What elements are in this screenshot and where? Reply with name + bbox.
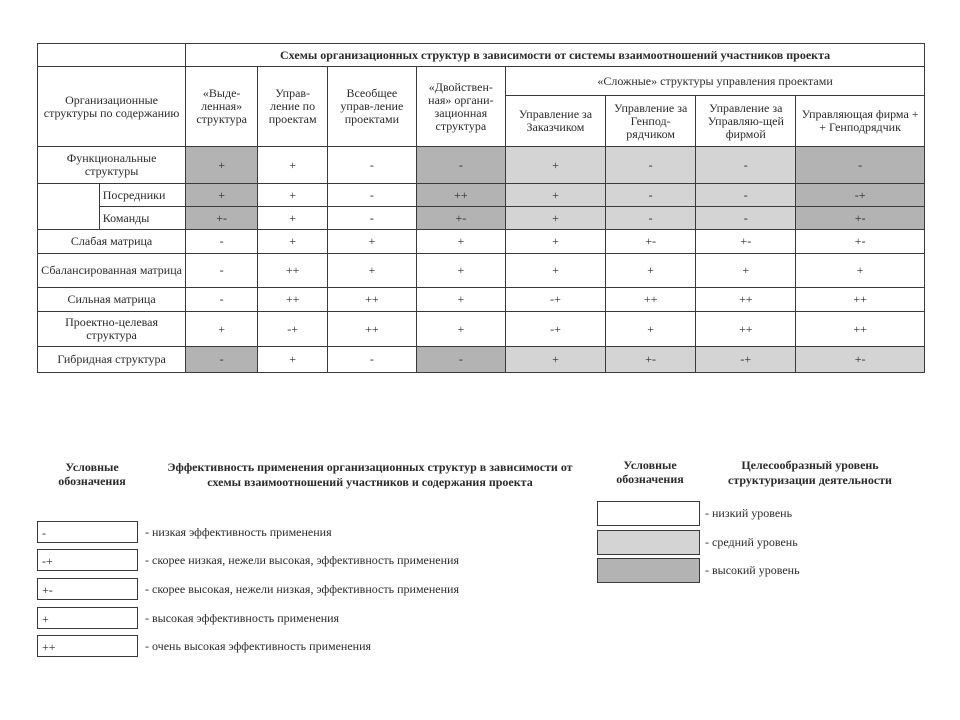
legend-item xyxy=(37,521,597,547)
table-cell: + xyxy=(605,254,696,288)
table-cell: + xyxy=(416,288,506,312)
legend-level-item xyxy=(597,501,897,527)
table-cell: ++ xyxy=(416,184,506,207)
row-label: Посредники xyxy=(99,184,185,207)
legend-efficiency-title: Эффективность применения организационных структур в зависимости от схемы взаимоотношений участников и содержания проекта xyxy=(167,460,573,489)
complex-structures-header: «Сложные» структуры управления проектами xyxy=(506,67,925,96)
table-cell: - xyxy=(328,147,416,184)
table-cell: + xyxy=(506,230,606,254)
row-label: Гибридная структура xyxy=(38,347,186,373)
table-cell: - xyxy=(605,184,696,207)
table-cell: + xyxy=(506,184,606,207)
table-cell: + xyxy=(605,312,696,347)
sub-column-header: Управление за Управляю-щей фирмой xyxy=(696,96,796,147)
table-cell: + xyxy=(506,207,606,230)
row-label: Сильная матрица xyxy=(38,288,186,312)
table-cell: - xyxy=(416,347,506,373)
table-cell: - xyxy=(605,207,696,230)
legend-level-swatch xyxy=(597,558,700,583)
legend-level-title: Целесообразный уровень структуризации деятельности xyxy=(728,458,892,487)
table-corner-cell xyxy=(38,44,186,67)
table-cell: ++ xyxy=(796,288,925,312)
table-cell: +- xyxy=(605,347,696,373)
row-label: Команды xyxy=(99,207,185,230)
legend-level-text: - средний уровень xyxy=(705,535,798,549)
table-cell: + xyxy=(416,254,506,288)
table-cell: + xyxy=(796,254,925,288)
table-cell: + xyxy=(416,230,506,254)
table-cell: +- xyxy=(796,347,925,373)
row-label: Проектно-целевая структура xyxy=(38,312,186,347)
sub-column-header: Управление за Заказчиком xyxy=(506,96,606,147)
legend-level-item xyxy=(597,558,897,584)
table-cell: +- xyxy=(186,207,258,230)
legend-level-text: - низкий уровень xyxy=(705,506,793,520)
table-cell: + xyxy=(258,230,328,254)
table-cell: - xyxy=(605,147,696,184)
org-structures-table xyxy=(37,43,925,373)
table-row xyxy=(38,207,925,230)
table-cell: ++ xyxy=(258,254,328,288)
legend-symbol-box: ++ xyxy=(37,635,138,657)
table-cell: + xyxy=(186,184,258,207)
legend-efficiency-heading: Условные обозначения xyxy=(58,460,126,488)
table-cell: -+ xyxy=(506,288,606,312)
table-cell: - xyxy=(696,207,796,230)
table-cell: + xyxy=(696,254,796,288)
table-cell: +- xyxy=(796,207,925,230)
table-cell: ++ xyxy=(258,288,328,312)
table-cell: + xyxy=(416,312,506,347)
table-cell: +- xyxy=(696,230,796,254)
column-header: «Выде-ленная» структура xyxy=(186,67,258,147)
legend-item-text: - скорее высокая, нежели низкая, эффективность применения xyxy=(145,582,459,596)
table-row xyxy=(38,230,925,254)
table-cell: +- xyxy=(605,230,696,254)
table-cell: +- xyxy=(416,207,506,230)
legend-level-text: - высокий уровень xyxy=(705,563,800,577)
row-label: Сбалансированная матрица xyxy=(38,254,186,288)
table-cell: - xyxy=(696,184,796,207)
table-cell: - xyxy=(186,254,258,288)
legend-item-text: - высокая эффективность применения xyxy=(145,611,340,625)
table-cell: ++ xyxy=(696,312,796,347)
table-cell: ++ xyxy=(696,288,796,312)
table-cell: -+ xyxy=(258,312,328,347)
table-cell: + xyxy=(258,184,328,207)
table-row xyxy=(38,288,925,312)
table-cell: - xyxy=(328,347,416,373)
table-cell: + xyxy=(328,254,416,288)
table-row xyxy=(38,347,925,373)
org-structure-header: Организационные структуры по содержанию xyxy=(38,67,186,147)
table-cell: + xyxy=(186,147,258,184)
table-cell: -+ xyxy=(696,347,796,373)
legend-level-item xyxy=(597,530,897,556)
table-cell: - xyxy=(186,347,258,373)
legend-symbol-box: -+ xyxy=(37,549,138,571)
table-row xyxy=(38,184,925,207)
table-cell: - xyxy=(328,207,416,230)
column-header: «Двойствен-ная» органи-зационная структура xyxy=(416,67,506,147)
legend-item xyxy=(37,578,597,604)
table-cell: ++ xyxy=(328,312,416,347)
table-row xyxy=(38,254,925,288)
legend-item xyxy=(37,635,597,661)
table-cell: - xyxy=(796,147,925,184)
table-row xyxy=(38,312,925,347)
table-cell: + xyxy=(506,347,606,373)
table-title: Схемы организационных структур в зависимости от системы взаимоотношений участников проекта xyxy=(186,44,925,67)
column-header: Управ-ление по проектам xyxy=(258,67,328,147)
legend-level-swatch xyxy=(597,501,700,526)
legend-level-heading: Условные обозначения xyxy=(616,458,684,486)
row-label: Функциональные структуры xyxy=(38,147,186,184)
table-cell: + xyxy=(186,312,258,347)
table-cell: - xyxy=(186,288,258,312)
table-cell: - xyxy=(416,147,506,184)
table-cell: + xyxy=(328,230,416,254)
legend-level-swatch xyxy=(597,530,700,555)
table-cell: + xyxy=(506,147,606,184)
table-cell: - xyxy=(186,230,258,254)
legend-symbol-box: - xyxy=(37,521,138,543)
table-cell: + xyxy=(506,254,606,288)
table-cell: +- xyxy=(796,230,925,254)
legend-item xyxy=(37,607,597,633)
table-cell: ++ xyxy=(605,288,696,312)
sub-group-indent xyxy=(38,184,100,230)
sub-column-header: Управление за Генпод-рядчиком xyxy=(605,96,696,147)
table-cell: + xyxy=(258,147,328,184)
table-cell: ++ xyxy=(328,288,416,312)
legend-item xyxy=(37,549,597,575)
table-cell: -+ xyxy=(506,312,606,347)
table-row xyxy=(38,147,925,184)
row-label: Слабая матрица xyxy=(38,230,186,254)
legend-item-text: - скорее низкая, нежели высокая, эффективность применения xyxy=(145,553,459,567)
table-cell: - xyxy=(328,184,416,207)
table-cell: + xyxy=(258,207,328,230)
column-header: Всеобщее управ-ление проектами xyxy=(328,67,416,147)
table-cell: -+ xyxy=(796,184,925,207)
table-cell: + xyxy=(258,347,328,373)
table-cell: ++ xyxy=(796,312,925,347)
legend-item-text: - низкая эффективность применения xyxy=(145,525,332,539)
table-cell: - xyxy=(696,147,796,184)
legend-symbol-box: + xyxy=(37,607,138,629)
legend-symbol-box: +- xyxy=(37,578,138,600)
legend-item-text: - очень высокая эффективность применения xyxy=(145,639,372,653)
sub-column-header: Управляющая фирма + + Генподрядчик xyxy=(796,96,925,147)
